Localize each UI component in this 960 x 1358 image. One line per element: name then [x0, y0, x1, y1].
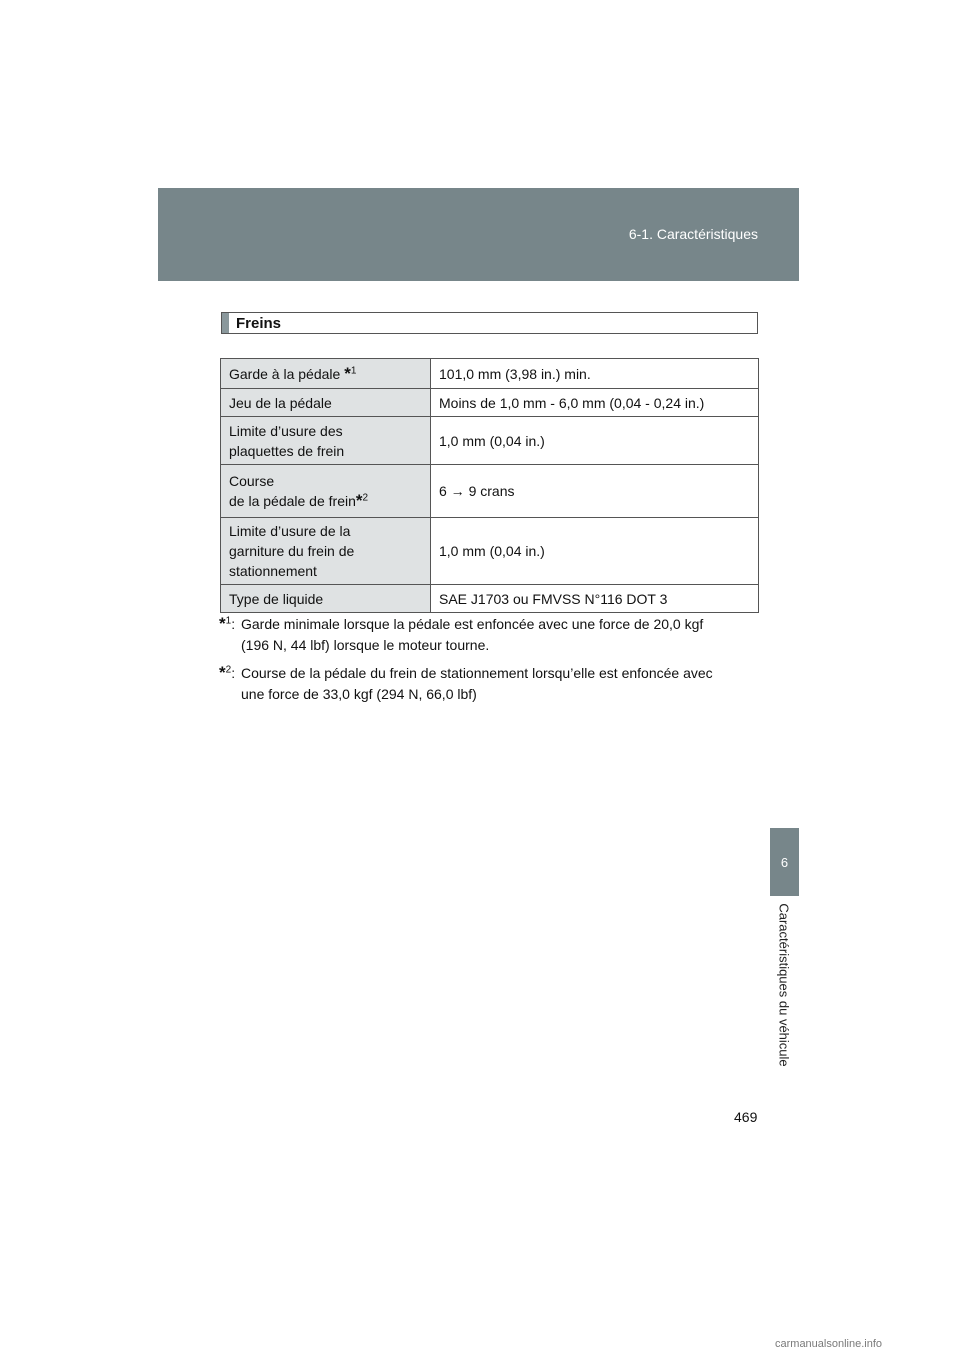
footnote-text-continued: une force de 33,0 kgf (294 N, 66,0 lbf) — [241, 686, 477, 702]
table-row — [221, 389, 759, 417]
spec-value: 101,0 mm (3,98 in.) min. — [431, 359, 759, 389]
spec-value: Moins de 1,0 mm - 6,0 mm (0,04 - 0,24 in.) — [431, 389, 759, 417]
page-number: 469 — [734, 1109, 758, 1125]
footnote-text-continued: (196 N, 44 lbf) lorsque le moteur tourne. — [241, 637, 490, 653]
table-row — [221, 585, 759, 613]
brake-spec-table — [220, 358, 759, 613]
section-title: Freins — [236, 314, 282, 332]
spec-label: Garde à la pédale *$^1$ — [221, 359, 431, 389]
table-row — [221, 518, 759, 585]
footnote-1 — [219, 614, 759, 656]
footnote-2 — [219, 663, 759, 705]
table-row — [221, 359, 759, 389]
spec-value: SAE J1703 ou FMVSS N°116 DOT 3 — [431, 585, 759, 613]
spec-label: Limite d’usure des plaquettes de frein — [221, 417, 431, 465]
section-heading — [221, 312, 758, 334]
spec-value: 1,0 mm (0,04 in.) — [431, 417, 759, 465]
chapter-number: 6 — [780, 854, 789, 870]
footnote-text: Course de la pédale du frein de stationnement lorsqu’elle est enfoncée avec — [241, 665, 713, 681]
footnote-marker: *$^1$: — [219, 614, 236, 633]
table-row — [221, 465, 759, 518]
chapter-tab — [770, 828, 799, 896]
spec-value: 6 → 9 crans — [431, 465, 759, 518]
chapter-label: Caractéristiques du véhicule — [776, 903, 792, 1067]
footnote-marker: *$^2$: — [219, 663, 236, 682]
header-band — [158, 188, 799, 281]
table-row — [221, 417, 759, 465]
spec-label: Course de la pédale de frein*$^2$ — [221, 465, 431, 518]
spec-label: Limite d’usure de la garniture du frein de stationnement — [221, 518, 431, 585]
spec-value: 1,0 mm (0,04 in.) — [431, 518, 759, 585]
header-section-title: 6-1. Caractéristiques — [628, 226, 758, 242]
spec-label: Jeu de la pédale — [221, 389, 431, 417]
watermark: carmanualsonline.info — [775, 1338, 883, 1350]
spec-label: Type de liquide — [221, 585, 431, 613]
footnote-text: Garde minimale lorsque la pédale est enfoncée avec une force de 20,0 kgf — [241, 616, 704, 632]
heading-accent-bar — [222, 313, 229, 333]
